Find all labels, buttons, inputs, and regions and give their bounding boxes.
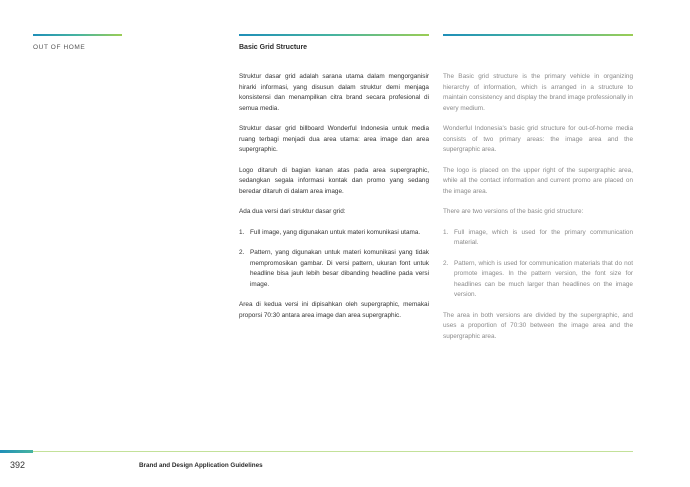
list-text: Pattern, which is used for communication materials that do not promote images. In the pattern version, the font size for headlines can be much larger than headlines on the image version. bbox=[454, 259, 633, 298]
list-item bbox=[239, 248, 429, 290]
list-text: Pattern, yang digunakan untuk materi komunikasi yang tidak mempromosikan gambar. Di versi pattern, ukuran font untuk headline bisa jauh lebih besar dibanding headline pada versi image. bbox=[250, 249, 429, 288]
indonesian-paragraph: Area di kedua versi ini dipisahkan oleh supergraphic, memakai proporsi 70:30 antara area image dan area supergraphic. bbox=[239, 301, 429, 319]
indonesian-paragraph: Ada dua versi dari struktur dasar grid: bbox=[239, 208, 346, 215]
list-text: Full image, yang digunakan untuk materi komunikasi utama. bbox=[250, 228, 421, 236]
header-rule-left bbox=[33, 34, 122, 36]
page-number: 392 bbox=[10, 460, 26, 470]
indonesian-paragraph: Struktur dasar grid adalah sarana utama dalam mengorganisir hirarki informasi, yang disusun dalam struktur demi menjaga konsistensi dan menampilkan citra brand secara profesional di semua media. bbox=[239, 73, 429, 112]
header-rule-right bbox=[443, 34, 633, 36]
english-column bbox=[443, 72, 633, 352]
header-rule-middle bbox=[239, 34, 429, 36]
english-paragraph: The Basic grid structure is the primary vehicle in organizing hierarchy of information, which is arranged in a structure to maintain consistency and display the brand image professionally in every medium. bbox=[443, 73, 633, 112]
english-paragraph: The logo is placed on the upper right of the supergraphic area, while all the contact information and current promo are placed on the image area. bbox=[443, 166, 633, 195]
page-title: Basic Grid Structure bbox=[239, 44, 308, 51]
indonesian-paragraph: Logo ditaruh di bagian kanan atas pada area supergraphic, sedangkan segala informasi kontak dan promo yang sedang beredar ditaruh di dalam area image. bbox=[239, 166, 429, 195]
list-text: Full image, which is used for the primary communication material. bbox=[454, 228, 633, 246]
section-label: OUT OF HOME bbox=[33, 44, 86, 51]
english-paragraph: Wonderful Indonesia's basic grid structure for out-of-home media consists of two primary areas: the image area and the supergraphic area. bbox=[443, 125, 633, 153]
indonesian-column bbox=[239, 72, 429, 331]
english-paragraph: There are two versions of the basic grid structure: bbox=[443, 208, 584, 215]
list-number: 2. bbox=[443, 259, 449, 267]
list-number: 2. bbox=[239, 249, 245, 256]
footer-accent-bar bbox=[0, 450, 33, 453]
list-item bbox=[443, 228, 633, 249]
indonesian-paragraph: Struktur dasar grid billboard Wonderful Indonesia untuk media ruang terbagi menjadi dua area utama: area image dan area supergraphic. bbox=[239, 125, 429, 153]
list-number: 1. bbox=[239, 228, 245, 236]
list-number: 1. bbox=[443, 228, 449, 236]
list-item bbox=[443, 259, 633, 301]
footer-rule bbox=[33, 451, 633, 452]
english-paragraph: The area in both versions are divided by the supergraphic, and uses a proportion of 70:30 between the image area and the supergraphic area. bbox=[443, 311, 633, 340]
footer-title: Brand and Design Application Guidelines bbox=[139, 462, 263, 469]
list-item bbox=[239, 228, 429, 239]
